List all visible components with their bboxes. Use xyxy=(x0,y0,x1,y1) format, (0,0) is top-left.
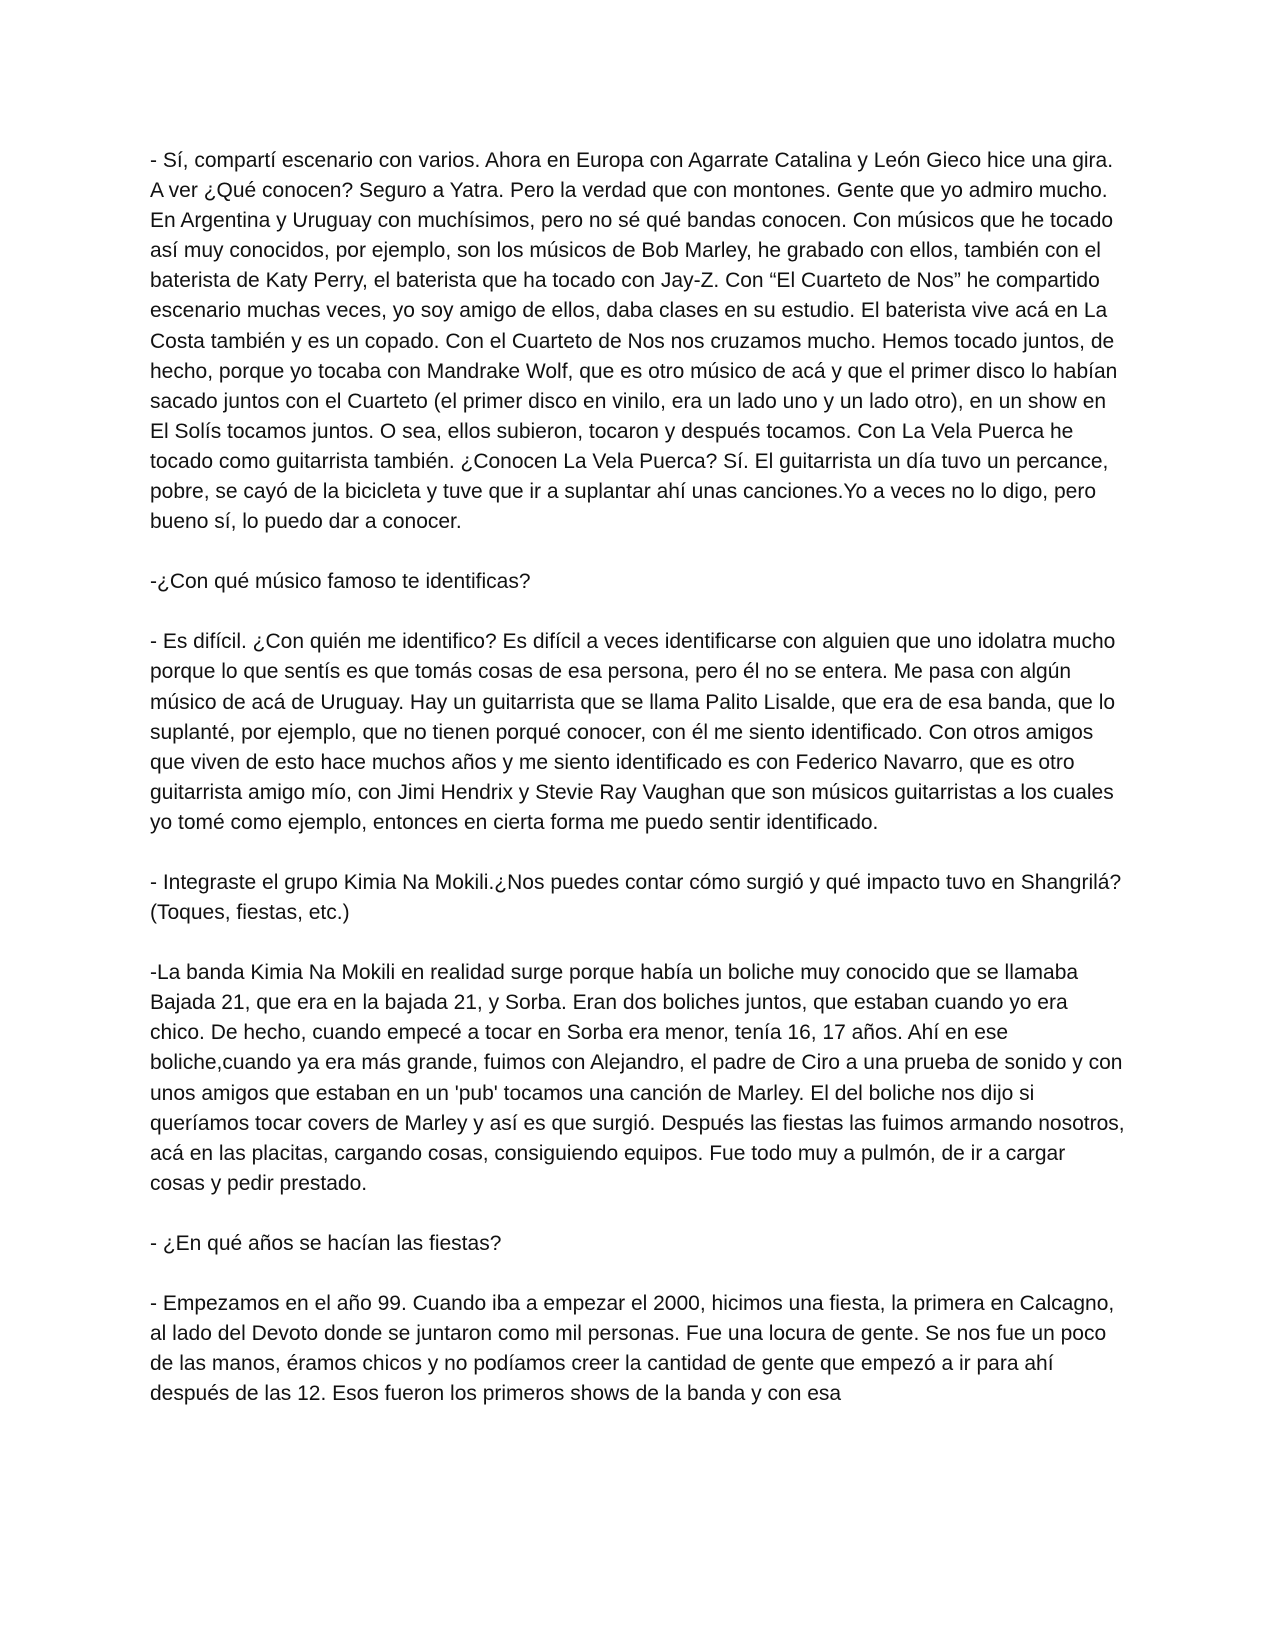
question-paragraph-party-years: - ¿En qué años se hacían las fiestas? xyxy=(150,1231,502,1255)
document-body xyxy=(150,146,1125,1409)
answer-paragraph-band-origin: -La banda Kimia Na Mokili en realidad surge porque había un boliche muy conocido que se llamaba Bajada 21, que era en la bajada 21, y Sorba. Eran dos boliches juntos, que estaban cuando yo era chico. De hecho, cuando empecé a tocar en Sorba era menor, tenía 16, 17 años. Ahí en ese boliche,cuando ya era más grande, fuimos con Alejandro, el padre de Ciro a una prueba de sonido y con unos amigos que estaban en un 'pub' tocamos una canción de Marley. El del boliche nos dijo si queríamos tocar covers de Marley y así es que surgió. Después las fiestas las fuimos armando nosotros, acá en las placitas, cargando cosas, consiguiendo equipos. Fue todo muy a pulmón, de ir a cargar cosas y pedir prestado. xyxy=(150,961,1125,1195)
answer-paragraph-identification: - Es difícil. ¿Con quién me identifico? Es difícil a veces identificarse con alguien que uno idolatra mucho porque lo que sentís es que tomás cosas de esa persona, pero él no se entera. Me pasa con algún músico de acá de Uruguay. Hay un guitarrista que se llama Palito Lisalde, que era de esa banda, que lo suplanté, por ejemplo, que no tienen porqué conocer, con él me siento identificado. Con otros amigos que viven de esto hace muchos años y me siento identificado es con Federico Navarro, que es otro guitarrista amigo mío, con Jimi Hendrix y Stevie Ray Vaughan que son músicos guitarristas a los cuales yo tomé como ejemplo, entonces en cierta forma me puedo sentir identificado. xyxy=(150,630,1116,834)
answer-paragraph-shared-stages: - Sí, compartí escenario con varios. Ahora en Europa con Agarrate Catalina y León Gieco hice una gira. A ver ¿Qué conocen? Seguro a Yatra. Pero la verdad que con montones. Gente que yo admiro mucho. En Argentina y Uruguay con muchísimos, pero no sé qué bandas conocen. Con músicos que he tocado así muy conocidos, por ejemplo, son los músicos de Bob Marley, he grabado con ellos, también con el baterista de Katy Perry, el baterista que ha tocado con Jay-Z. Con “El Cuarteto de Nos” he compartido escenario muchas veces, yo soy amigo de ellos, daba clases en su estudio. El baterista vive acá en La Costa también y es un copado. Con el Cuarteto de Nos nos cruzamos mucho. Hemos tocado juntos, de hecho, porque yo tocaba con Mandrake Wolf, que es otro músico de acá y que el primer disco lo habían sacado juntos con el Cuarteto (el primer disco en vinilo, era un lado uno y un lado otro), en un show en El Solís tocamos juntos. O sea, ellos subieron, tocaron y después tocamos. Con La Vela Puerca he tocado como guitarrista también. ¿Conocen La Vela Puerca? Sí. El guitarrista un día tuvo un percance, pobre, se cayó de la bicicleta y tuve que ir a suplantar ahí unas canciones.Yo a veces no lo digo, pero bueno sí, lo puedo dar a conocer. xyxy=(150,149,1118,534)
question-paragraph-kimia-na-mokili: - Integraste el grupo Kimia Na Mokili.¿Nos puedes contar cómo surgió y qué impacto tuvo en Shangrilá? (Toques, fiestas, etc.) xyxy=(150,870,1122,925)
question-paragraph-famous-musician: -¿Con qué músico famoso te identificas? xyxy=(150,570,531,594)
answer-paragraph-first-parties: - Empezamos en el año 99. Cuando iba a empezar el 2000, hicimos una fiesta, la primera en Calcagno, al lado del Devoto donde se juntaron como mil personas. Fue una locura de gente. Se nos fue un poco de las manos, éramos chicos y no podíamos creer la cantidad de gente que empezó a ir para ahí después de las 12. Esos fueron los primeros shows de la banda y con esa xyxy=(150,1292,1115,1406)
